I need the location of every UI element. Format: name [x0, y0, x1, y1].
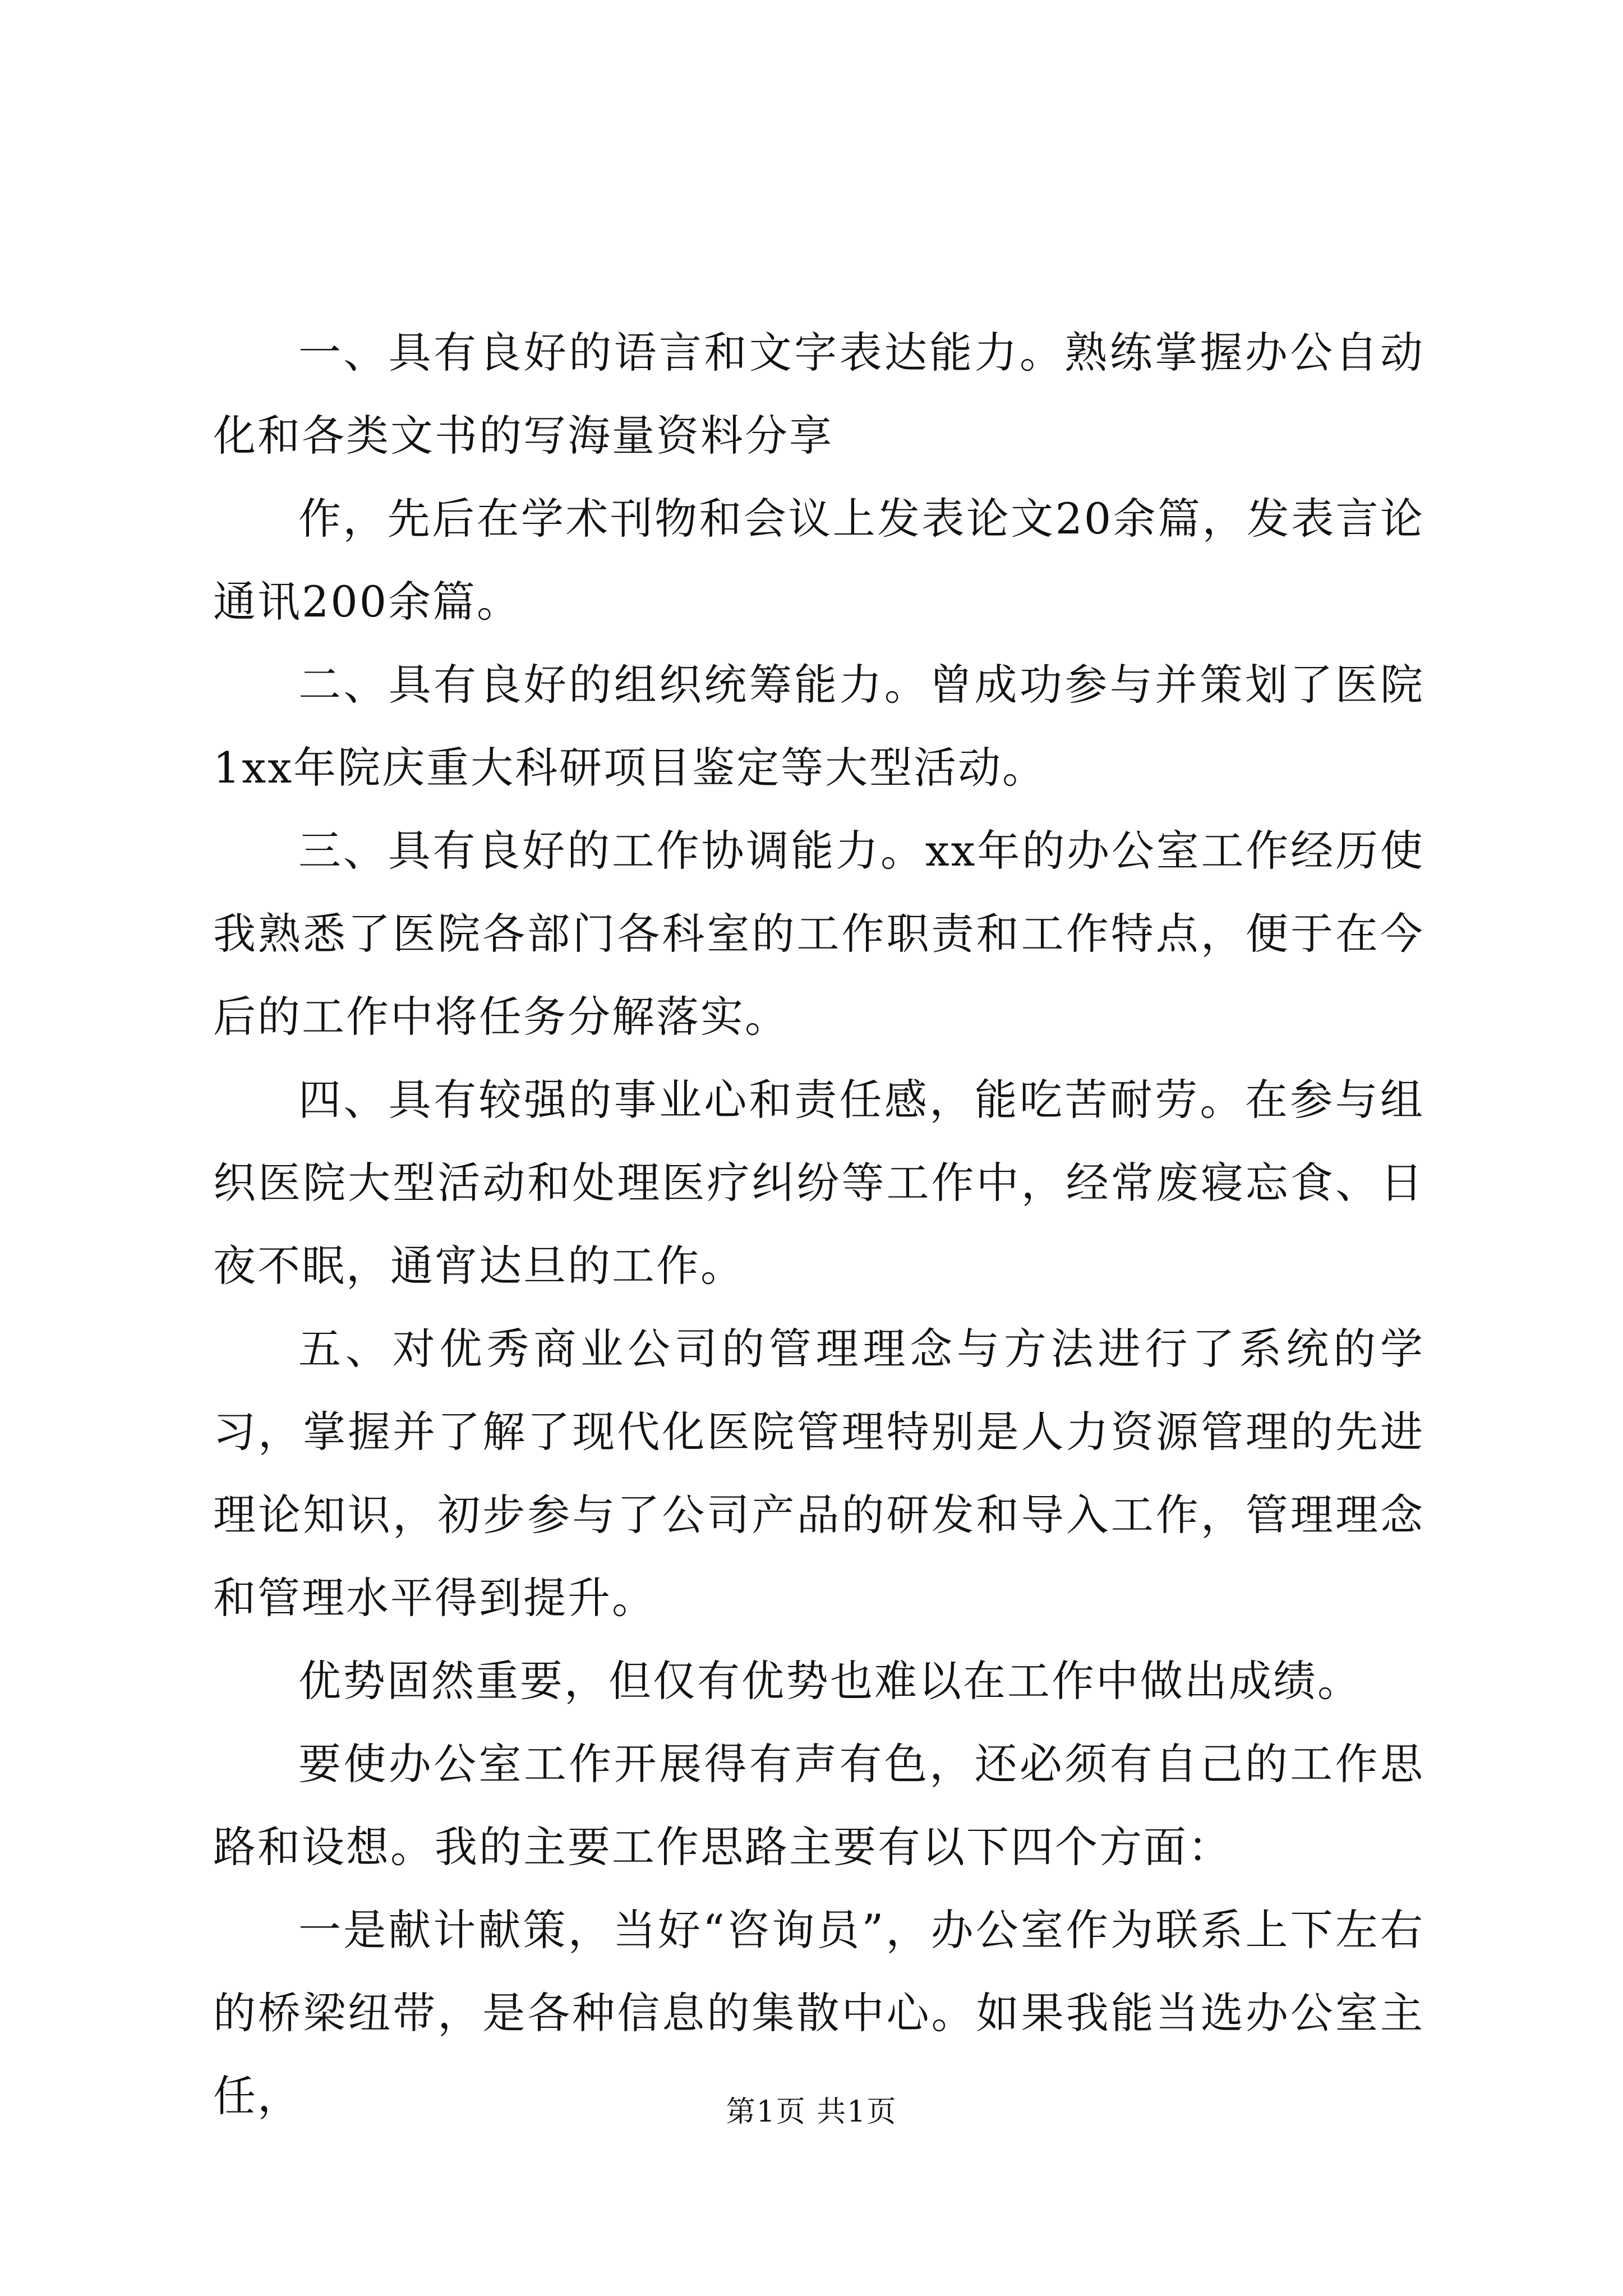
paragraph-publications: 作，先后在学术刊物和会议上发表论文20余篇，发表言论通讯200余篇。: [213, 494, 1424, 627]
page-number-label: 第1页 共1页: [726, 2095, 897, 2129]
paragraph-skill-4: 四、具有较强的事业心和责任感，能吃苦耐劳。在参与组织医院大型活动和处理医疗纠纷等工作中，经常废寝忘食、日夜不眠，通宵达旦的工作。: [213, 1075, 1424, 1291]
paragraph-skill-3: 三、具有良好的工作协调能力。xx年的办公室工作经历使我熟悉了医院各部门各科室的工作职责和工作特点，便于在今后的工作中将任务分解落实。: [213, 826, 1424, 1042]
paragraph-advantage: 优势固然重要，但仅有优势也难以在工作中做出成绩。: [298, 1656, 1362, 1706]
page-footer: [0, 2092, 1623, 2132]
paragraph-skill-5: 五、对优秀商业公司的管理理念与方法进行了系统的学习，掌握并了解了现代化医院管理特别是人力资源管理的先进理论知识，初步参与了公司产品的研发和导入工作，管理理念和管理水平得到提升。: [213, 1324, 1424, 1623]
document-body: [213, 311, 1424, 2138]
paragraph-skill-2: 二、具有良好的组织统筹能力。曾成功参与并策划了医院1xx年院庆重大科研项目鉴定等大型活动。: [213, 660, 1424, 793]
paragraph-work-ideas: 要使办公室工作开展得有声有色，还必须有自己的工作思路和设想。我的主要工作思路主要有以下四个方面：: [213, 1739, 1424, 1872]
paragraph-skill-1: 一、具有良好的语言和文字表达能力。熟练掌握办公自动化和各类文书的写海量资料分享: [213, 328, 1424, 461]
paragraph-idea-1: 一是献计献策，当好“咨询员”，办公室作为联系上下左右的桥梁纽带，是各种信息的集散中心。如果我能当选办公室主任，: [213, 1905, 1424, 2121]
